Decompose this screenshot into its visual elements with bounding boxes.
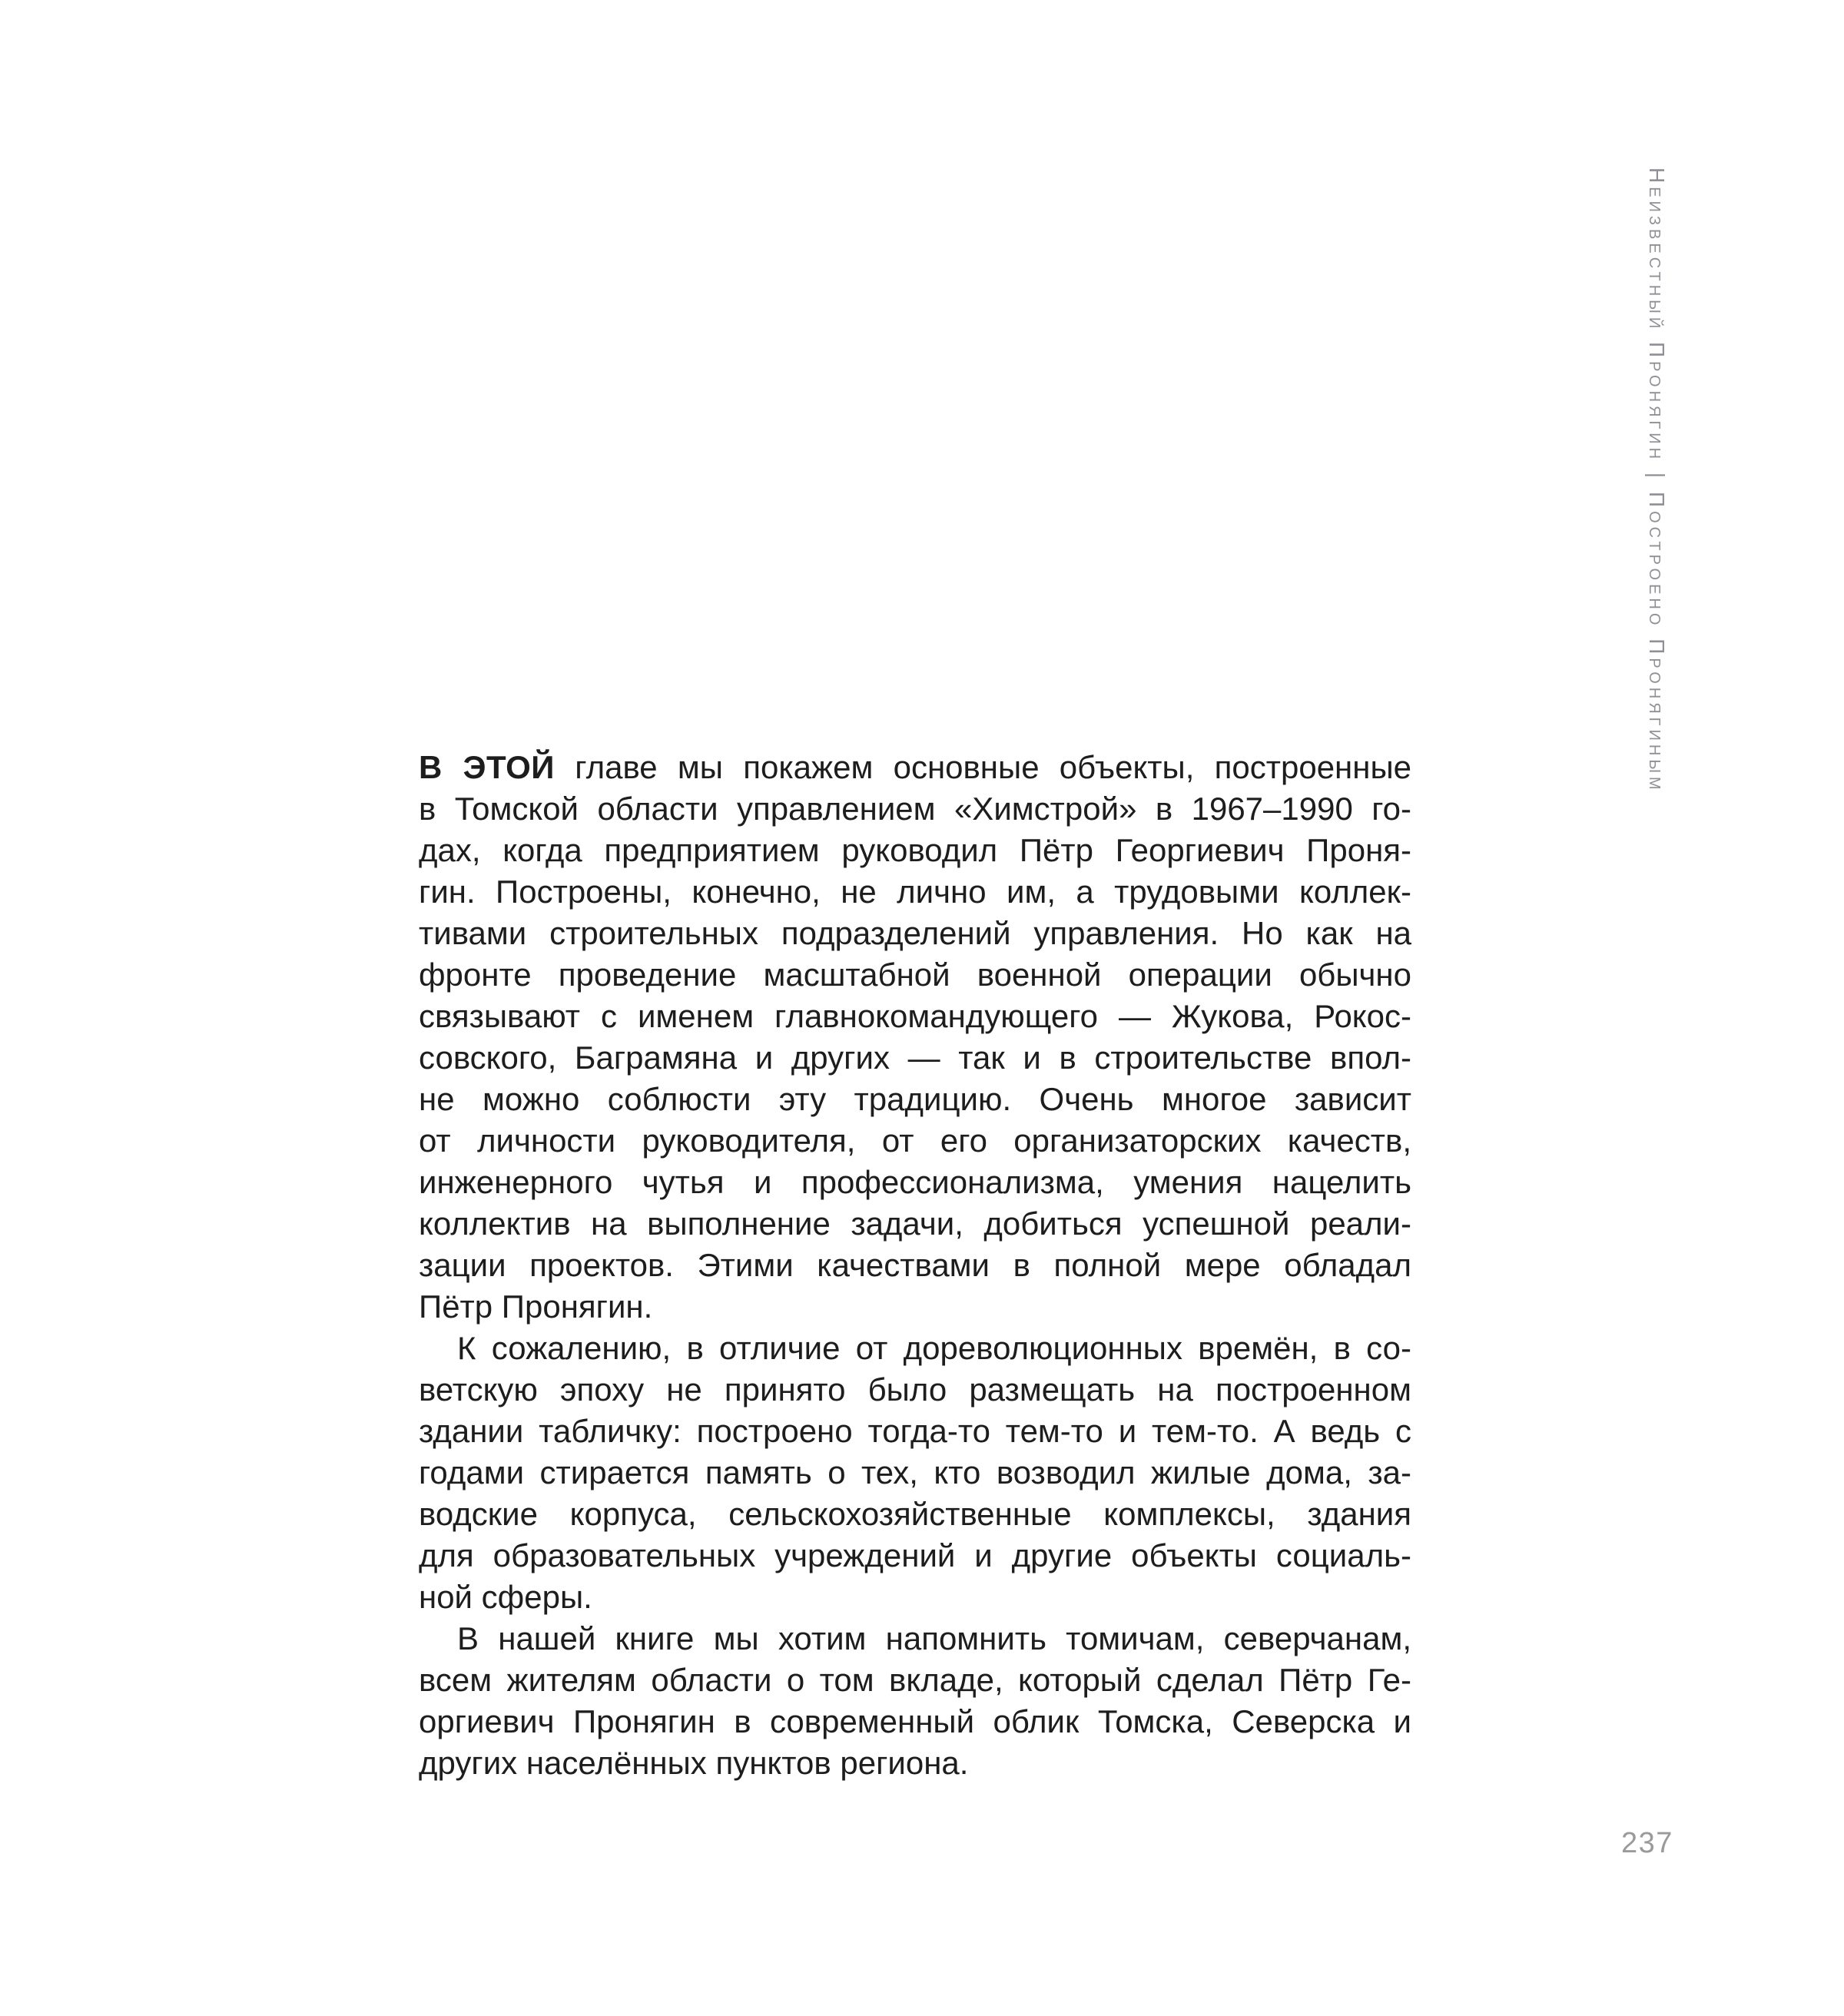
body-text-line: ной сферы. bbox=[419, 1579, 592, 1615]
body-text-line: связывают с именем главнокомандующего — Жукова, Рокос- bbox=[419, 998, 1411, 1034]
body-text-line: совского, Баграмяна и других — так и в строительстве впол- bbox=[419, 1040, 1411, 1076]
body-text-line: зации проектов. Этими качествами в полной мере обладал bbox=[419, 1247, 1411, 1283]
body-text-line: дах, когда предприятием руководил Пётр Георгиевич Проня- bbox=[419, 832, 1411, 868]
body-text-line: оргиевич Пронягин в современный облик Томска, Северска и bbox=[419, 1703, 1411, 1739]
body-text-line: фронте проведение масштабной военной операции обычно bbox=[419, 957, 1411, 993]
body-text-block bbox=[419, 747, 1411, 1784]
body-text-line: тивами строительных подразделений управления. Но как на bbox=[419, 915, 1411, 951]
body-text-line: от личности руководителя, от его организаторских качеств, bbox=[419, 1122, 1411, 1159]
running-title-vertical: Неизвестный Пронягин | Построено Пронягиным bbox=[1645, 167, 1669, 794]
body-text-line: гин. Построены, конечно, не лично им, а трудовыми коллек- bbox=[419, 874, 1411, 910]
body-text-line: всем жителям области о том вкладе, который сделал Пётр Ге- bbox=[419, 1662, 1411, 1698]
chapter-lead-in: В ЭТОЙ bbox=[419, 749, 555, 785]
body-text-line: К сожалению, в отличие от дореволюционных времён, в со- bbox=[457, 1330, 1411, 1366]
body-text-line: здании табличку: построено тогда-то тем-то и тем-то. А ведь с bbox=[419, 1413, 1411, 1449]
body-text-line bbox=[419, 747, 1411, 788]
body-text-line: для образовательных учреждений и другие объекты социаль- bbox=[419, 1537, 1411, 1573]
body-text-line: инженерного чутья и профессионализма, умения нацелить bbox=[419, 1164, 1411, 1200]
body-text-line: коллектив на выполнение задачи, добиться успешной реали- bbox=[419, 1205, 1411, 1242]
body-text-line: ветскую эпоху не принято было размещать на построенном bbox=[419, 1371, 1411, 1408]
body-text-line: водские корпуса, сельскохозяйственные комплексы, здания bbox=[419, 1496, 1411, 1532]
body-text-line: годами стирается память о тех, кто возводил жилые дома, за- bbox=[419, 1454, 1411, 1490]
body-text-line: не можно соблюсти эту традицию. Очень многое зависит bbox=[419, 1081, 1411, 1117]
page-number: 237 bbox=[1621, 1827, 1673, 1859]
body-text-line: В нашей книге мы хотим напомнить томичам, северчанам, bbox=[457, 1620, 1411, 1656]
body-text-line: в Томской области управлением «Химстрой» в 1967–1990 го- bbox=[419, 791, 1411, 827]
body-text-line: других населённых пунктов региона. bbox=[419, 1745, 969, 1781]
body-text-line: Пётр Пронягин. bbox=[419, 1288, 653, 1325]
body-text-fragment: главе мы покажем основные объекты, построенные bbox=[575, 749, 1411, 785]
